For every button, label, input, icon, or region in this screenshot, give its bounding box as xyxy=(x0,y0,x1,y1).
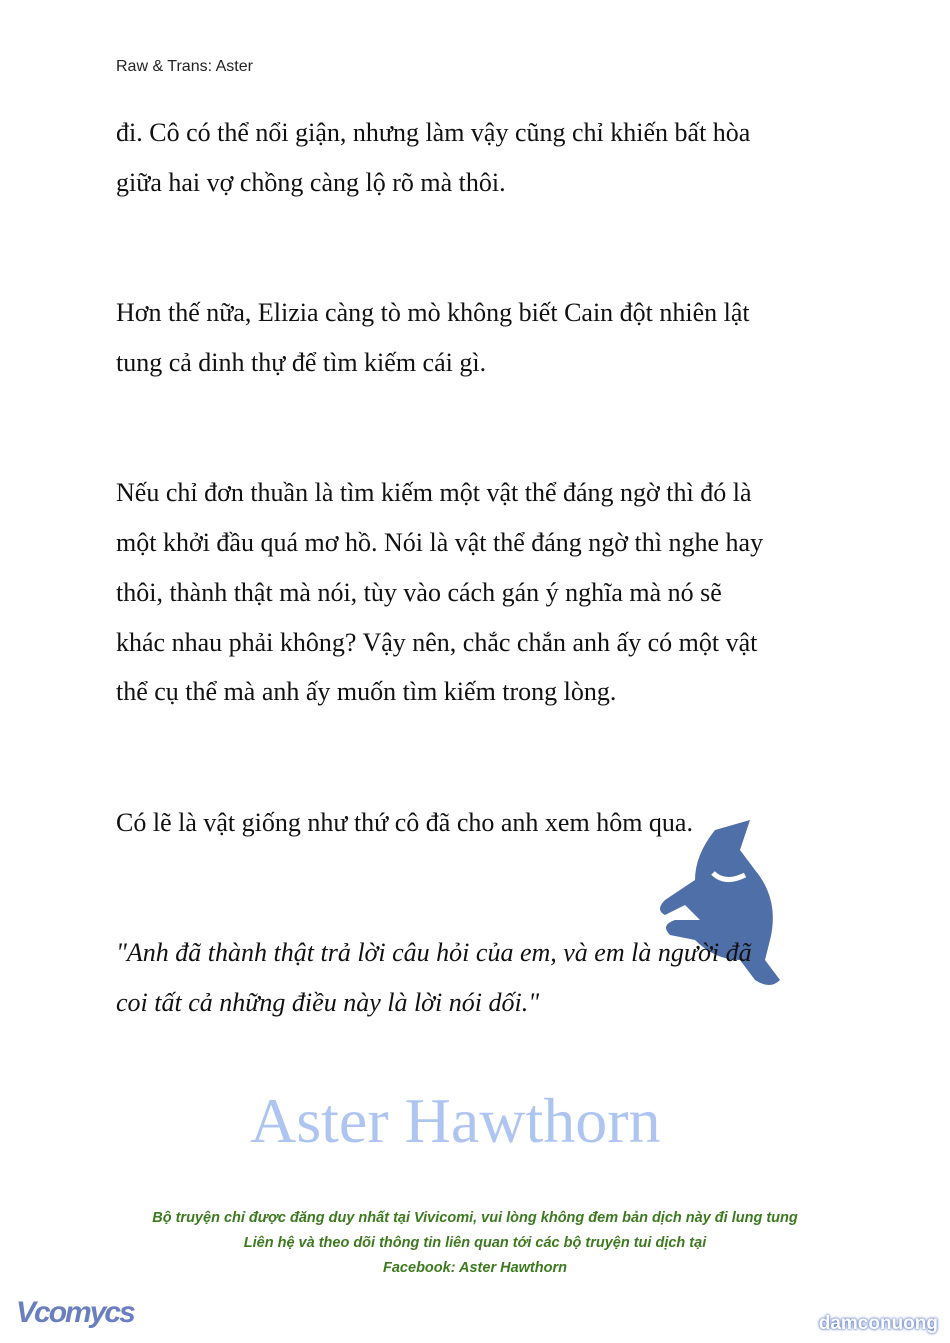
footer-notice: Bộ truyện chỉ được đăng duy nhất tại Vivicomi, vui lòng không đem bản dịch này đi lung tung xyxy=(152,1210,798,1226)
text-line: một khởi đầu quá mơ hồ. Nói là vật thể đáng ngờ thì nghe hay xyxy=(116,528,764,557)
text-line: Có lẽ là vật giống như thứ cô đã cho anh xem hôm qua. xyxy=(116,808,693,837)
damconuong-logo: damconuong xyxy=(818,1313,938,1334)
text-line: tung cả dinh thự để tìm kiếm cái gì. xyxy=(116,348,487,377)
text-line: thể cụ thể mà anh ấy muốn tìm kiếm trong lòng. xyxy=(116,677,617,706)
text-line: thôi, thành thật mà nói, tùy vào cách gán ý nghĩa mà nó sẽ xyxy=(116,578,722,607)
watermark: Aster Hawthorn xyxy=(250,1085,661,1156)
footer-facebook: Facebook: Aster Hawthorn xyxy=(383,1260,567,1276)
text-line: coi tất cả những điều này là lời nói dối." xyxy=(116,988,540,1017)
text-line: khác nhau phải không? Vậy nên, chắc chắn anh ấy có một vật xyxy=(116,628,758,657)
text-line: giữa hai vợ chồng càng lộ rõ mà thôi. xyxy=(116,168,506,197)
text-line: "Anh đã thành thật trả lời câu hỏi của em, và em là người đã xyxy=(116,938,752,967)
vcomycs-logo: Vcomycs xyxy=(16,1296,134,1329)
text-line: đi. Cô có thể nổi giận, nhưng làm vậy cũng chỉ khiến bất hòa xyxy=(116,118,751,147)
footer-contact: Liên hệ và theo dõi thông tin liên quan tới các bộ truyện tui dịch tại xyxy=(243,1235,707,1251)
text-line: Nếu chỉ đơn thuần là tìm kiếm một vật thể đáng ngờ thì đó là xyxy=(116,478,752,507)
page-header: Raw & Trans: Aster xyxy=(116,58,253,75)
text-line: Hơn thế nữa, Elizia càng tò mò không biết Cain đột nhiên lật xyxy=(116,298,750,327)
